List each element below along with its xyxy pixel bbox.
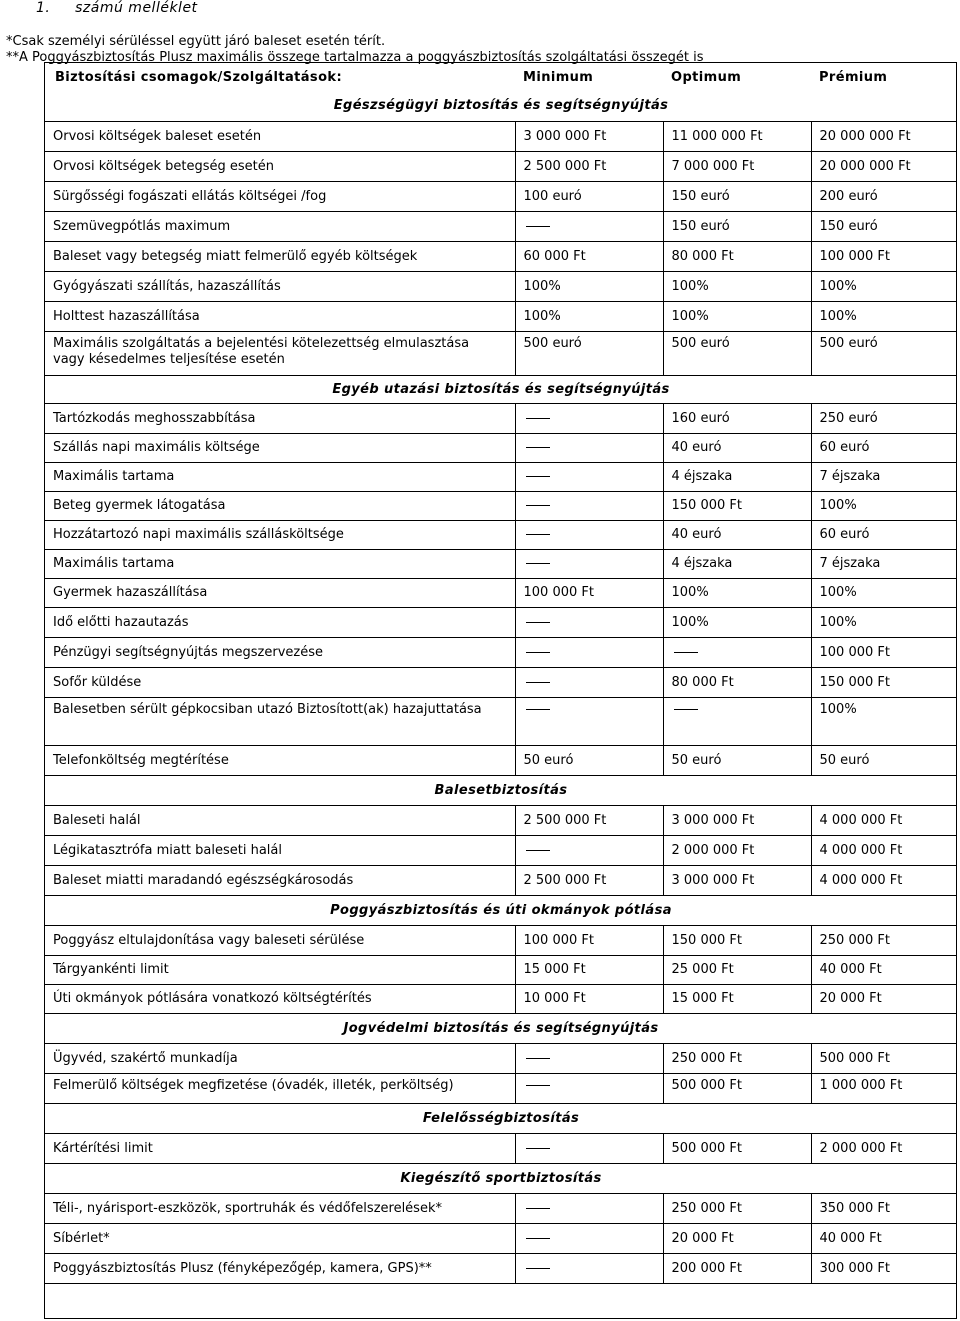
- table-row: [45, 1133, 957, 1163]
- optimum-value: 4 éjszaka: [663, 462, 811, 491]
- premium-value: 300 000 Ft: [811, 1253, 957, 1283]
- table-row: [45, 403, 957, 433]
- row-label: Síbérlet*: [45, 1223, 515, 1253]
- premium-value: 4 000 000 Ft: [811, 835, 957, 865]
- optimum-value: 250 000 Ft: [663, 1043, 811, 1073]
- table-row: [45, 1253, 957, 1283]
- row-label: Ügyvéd, szakértő munkadíja: [45, 1043, 515, 1073]
- optimum-value: 150 euró: [663, 211, 811, 241]
- row-label: Beteg gyermek látogatása: [45, 491, 515, 520]
- premium-value: 200 euró: [811, 181, 957, 211]
- header-optimum: Optimum: [671, 69, 742, 85]
- optimum-value: [663, 697, 811, 745]
- minimum-value: 60 000 Ft: [515, 241, 663, 271]
- minimum-value: [515, 462, 663, 491]
- coverage-table: [44, 62, 957, 1319]
- minimum-value: [515, 835, 663, 865]
- row-label: Szemüvegpótlás maximum: [45, 211, 515, 241]
- row-label: Baleset miatti maradandó egészségkárosodás: [45, 865, 515, 895]
- optimum-value: 80 000 Ft: [663, 241, 811, 271]
- row-label: Orvosi költségek baleset esetén: [45, 121, 515, 151]
- minimum-value: [515, 491, 663, 520]
- row-label: Felmerülő költségek megfizetése (óvadék, illeték, perköltség): [45, 1073, 515, 1103]
- dash-mark: [526, 682, 550, 683]
- row-label: Tárgyankénti limit: [45, 955, 515, 984]
- premium-value: 60 euró: [811, 520, 957, 549]
- header-premium: Prémium: [819, 69, 888, 85]
- row-label: Maximális szolgáltatás a bejelentési kötelezettség elmulasztása vagy késedelmes teljesítése esetén: [45, 331, 515, 375]
- premium-value: 250 000 Ft: [811, 925, 957, 955]
- dash-mark: [526, 447, 550, 448]
- row-label: Holttest hazaszállítása: [45, 301, 515, 331]
- row-label: Balesetben sérült gépkocsiban utazó Biztosított(ak) hazajuttatása: [45, 697, 515, 745]
- premium-value: 100%: [811, 491, 957, 520]
- optimum-value: 150 000 Ft: [663, 925, 811, 955]
- premium-value: 100%: [811, 697, 957, 745]
- table-row: [45, 181, 957, 211]
- optimum-value: 20 000 Ft: [663, 1223, 811, 1253]
- section-header-row: [45, 895, 957, 925]
- dash-mark: [526, 1148, 550, 1149]
- dash-mark: [526, 1085, 550, 1086]
- dash-mark: [526, 1208, 550, 1209]
- section-header-row: [45, 775, 957, 805]
- optimum-value: 40 euró: [663, 433, 811, 462]
- section-header-row: [45, 375, 957, 403]
- table-row: [45, 925, 957, 955]
- table-row: [45, 697, 957, 745]
- premium-value: 100%: [811, 271, 957, 301]
- section-header-row: [45, 1163, 957, 1193]
- premium-value: 500 euró: [811, 331, 957, 375]
- premium-value: 100 000 Ft: [811, 637, 957, 667]
- section-title: Felelősségbiztosítás: [45, 1103, 957, 1133]
- dash-mark: [526, 534, 550, 535]
- row-label: Poggyász eltulajdonítása vagy baleseti sérülése: [45, 925, 515, 955]
- optimum-value: 15 000 Ft: [663, 984, 811, 1013]
- optimum-value: 100%: [663, 578, 811, 607]
- table-row: [45, 549, 957, 578]
- optimum-value: [663, 637, 811, 667]
- minimum-value: [515, 1193, 663, 1223]
- minimum-value: [515, 1133, 663, 1163]
- minimum-value: 100 000 Ft: [515, 925, 663, 955]
- row-label: Sürgősségi fogászati ellátás költségei /fog: [45, 181, 515, 211]
- minimum-value: [515, 1253, 663, 1283]
- premium-value: 100 000 Ft: [811, 241, 957, 271]
- premium-value: 60 euró: [811, 433, 957, 462]
- section-title: Egyéb utazási biztosítás és segítségnyújtás: [45, 375, 957, 403]
- premium-value: 50 euró: [811, 745, 957, 775]
- footnote-2: **A Poggyászbiztosítás Plusz maximális összege tartalmazza a poggyászbiztosítás szolgáltatási összegét is: [6, 50, 704, 65]
- table-row: [45, 667, 957, 697]
- table-row: [45, 984, 957, 1013]
- table-row: [45, 865, 957, 895]
- section-title: Poggyászbiztosítás és úti okmányok pótlása: [45, 895, 957, 925]
- premium-value: 20 000 000 Ft: [811, 121, 957, 151]
- minimum-value: [515, 549, 663, 578]
- minimum-value: 50 euró: [515, 745, 663, 775]
- minimum-value: 100 000 Ft: [515, 578, 663, 607]
- premium-value: 100%: [811, 607, 957, 637]
- optimum-value: 250 000 Ft: [663, 1193, 811, 1223]
- table-row: [45, 491, 957, 520]
- row-label: Orvosi költségek betegség esetén: [45, 151, 515, 181]
- optimum-value: 500 000 Ft: [663, 1073, 811, 1103]
- table-row: [45, 211, 957, 241]
- dash-mark: [526, 1058, 550, 1059]
- optimum-value: 4 éjszaka: [663, 549, 811, 578]
- section-title: Jogvédelmi biztosítás és segítségnyújtás: [45, 1013, 957, 1043]
- optimum-value: 500 000 Ft: [663, 1133, 811, 1163]
- table-row: [45, 301, 957, 331]
- optimum-value: 150 euró: [663, 181, 811, 211]
- optimum-value: 100%: [663, 607, 811, 637]
- row-label: Idő előtti hazautazás: [45, 607, 515, 637]
- minimum-value: [515, 607, 663, 637]
- dash-mark: [526, 622, 550, 623]
- header-minimum: Minimum: [523, 69, 594, 85]
- premium-value: 250 euró: [811, 403, 957, 433]
- minimum-value: 2 500 000 Ft: [515, 805, 663, 835]
- row-label: Telefonköltség megtérítése: [45, 745, 515, 775]
- section-title: Egészségügyi biztosítás és segítségnyújtás: [45, 91, 957, 121]
- minimum-value: [515, 1073, 663, 1103]
- table-row: [45, 637, 957, 667]
- row-label: Maximális tartama: [45, 549, 515, 578]
- row-label: Pénzügyi segítségnyújtás megszervezése: [45, 637, 515, 667]
- table-row: [45, 578, 957, 607]
- table-row: [45, 121, 957, 151]
- minimum-value: 100 euró: [515, 181, 663, 211]
- premium-value: 1 000 000 Ft: [811, 1073, 957, 1103]
- row-label: Kártérítési limit: [45, 1133, 515, 1163]
- minimum-value: 500 euró: [515, 331, 663, 375]
- dash-mark: [526, 652, 550, 653]
- minimum-value: 10 000 Ft: [515, 984, 663, 1013]
- section-header-row: [45, 1013, 957, 1043]
- premium-value: 40 000 Ft: [811, 955, 957, 984]
- table-row: [45, 745, 957, 775]
- optimum-value: 11 000 000 Ft: [663, 121, 811, 151]
- minimum-value: [515, 403, 663, 433]
- coverage-table-grid: [45, 63, 957, 1284]
- dash-mark: [674, 652, 698, 653]
- section-title: Kiegészítő sportbiztosítás: [45, 1163, 957, 1193]
- table-row: [45, 835, 957, 865]
- minimum-value: [515, 520, 663, 549]
- table-row: [45, 271, 957, 301]
- row-label: Maximális tartama: [45, 462, 515, 491]
- optimum-value: 160 euró: [663, 403, 811, 433]
- premium-value: 40 000 Ft: [811, 1223, 957, 1253]
- table-row: [45, 331, 957, 375]
- table-row: [45, 805, 957, 835]
- table-row: [45, 520, 957, 549]
- premium-value: 7 éjszaka: [811, 462, 957, 491]
- table-row: [45, 955, 957, 984]
- table-row: [45, 1193, 957, 1223]
- table-row: [45, 1223, 957, 1253]
- row-label: Hozzátartozó napi maximális szállásköltsége: [45, 520, 515, 549]
- annex-number: 1.: [36, 0, 51, 16]
- optimum-value: 25 000 Ft: [663, 955, 811, 984]
- footnote-1: *Csak személyi sérüléssel együtt járó baleset esetén térít.: [6, 34, 386, 49]
- table-row: [45, 607, 957, 637]
- minimum-value: 2 500 000 Ft: [515, 151, 663, 181]
- row-label: Tartózkodás meghosszabbítása: [45, 403, 515, 433]
- dash-mark: [526, 418, 550, 419]
- dash-mark: [526, 850, 550, 851]
- dash-mark: [674, 709, 698, 710]
- dash-mark: [526, 226, 550, 227]
- row-label: Szállás napi maximális költsége: [45, 433, 515, 462]
- minimum-value: [515, 697, 663, 745]
- dash-mark: [526, 505, 550, 506]
- optimum-value: 80 000 Ft: [663, 667, 811, 697]
- optimum-value: 200 000 Ft: [663, 1253, 811, 1283]
- optimum-value: 50 euró: [663, 745, 811, 775]
- table-row: [45, 151, 957, 181]
- premium-value: 2 000 000 Ft: [811, 1133, 957, 1163]
- row-label: Légikatasztrófa miatt baleseti halál: [45, 835, 515, 865]
- optimum-value: 100%: [663, 301, 811, 331]
- premium-value: 4 000 000 Ft: [811, 805, 957, 835]
- optimum-value: 500 euró: [663, 331, 811, 375]
- optimum-value: 3 000 000 Ft: [663, 805, 811, 835]
- section-title: Balesetbiztosítás: [45, 775, 957, 805]
- dash-mark: [526, 1238, 550, 1239]
- table-row: [45, 1073, 957, 1103]
- dash-mark: [526, 1268, 550, 1269]
- section-header-row: [45, 91, 957, 121]
- table-header-row: [45, 63, 957, 91]
- row-label: Baleseti halál: [45, 805, 515, 835]
- dash-mark: [526, 709, 550, 710]
- table-row: [45, 433, 957, 462]
- optimum-value: 7 000 000 Ft: [663, 151, 811, 181]
- optimum-value: 40 euró: [663, 520, 811, 549]
- row-label: Poggyászbiztosítás Plusz (fényképezőgép, kamera, GPS)**: [45, 1253, 515, 1283]
- minimum-value: 2 500 000 Ft: [515, 865, 663, 895]
- minimum-value: [515, 1223, 663, 1253]
- minimum-value: [515, 637, 663, 667]
- row-label: Úti okmányok pótlására vonatkozó költségtérítés: [45, 984, 515, 1013]
- table-row: [45, 241, 957, 271]
- minimum-value: [515, 433, 663, 462]
- premium-value: 20 000 000 Ft: [811, 151, 957, 181]
- row-label: Baleset vagy betegség miatt felmerülő egyéb költségek: [45, 241, 515, 271]
- premium-value: 100%: [811, 578, 957, 607]
- row-label: Sofőr küldése: [45, 667, 515, 697]
- table-row: [45, 1043, 957, 1073]
- table-row: [45, 462, 957, 491]
- premium-value: 350 000 Ft: [811, 1193, 957, 1223]
- premium-value: 4 000 000 Ft: [811, 865, 957, 895]
- row-label: Téli-, nyárisport-eszközök, sportruhák és védőfelszerelések*: [45, 1193, 515, 1223]
- premium-value: 20 000 Ft: [811, 984, 957, 1013]
- premium-value: 150 euró: [811, 211, 957, 241]
- annex-title: számú melléklet: [75, 0, 198, 16]
- minimum-value: 15 000 Ft: [515, 955, 663, 984]
- optimum-value: 3 000 000 Ft: [663, 865, 811, 895]
- optimum-value: 150 000 Ft: [663, 491, 811, 520]
- minimum-value: [515, 667, 663, 697]
- row-label: Gyermek hazaszállítása: [45, 578, 515, 607]
- premium-value: 500 000 Ft: [811, 1043, 957, 1073]
- minimum-value: 3 000 000 Ft: [515, 121, 663, 151]
- premium-value: 100%: [811, 301, 957, 331]
- optimum-value: 2 000 000 Ft: [663, 835, 811, 865]
- optimum-value: 100%: [663, 271, 811, 301]
- premium-value: 150 000 Ft: [811, 667, 957, 697]
- premium-value: 7 éjszaka: [811, 549, 957, 578]
- header-services: Biztosítási csomagok/Szolgáltatások:: [55, 69, 343, 85]
- dash-mark: [526, 563, 550, 564]
- row-label: Gyógyászati szállítás, hazaszállítás: [45, 271, 515, 301]
- minimum-value: 100%: [515, 271, 663, 301]
- minimum-value: [515, 211, 663, 241]
- minimum-value: 100%: [515, 301, 663, 331]
- annex-heading: [36, 0, 198, 16]
- minimum-value: [515, 1043, 663, 1073]
- dash-mark: [526, 476, 550, 477]
- section-header-row: [45, 1103, 957, 1133]
